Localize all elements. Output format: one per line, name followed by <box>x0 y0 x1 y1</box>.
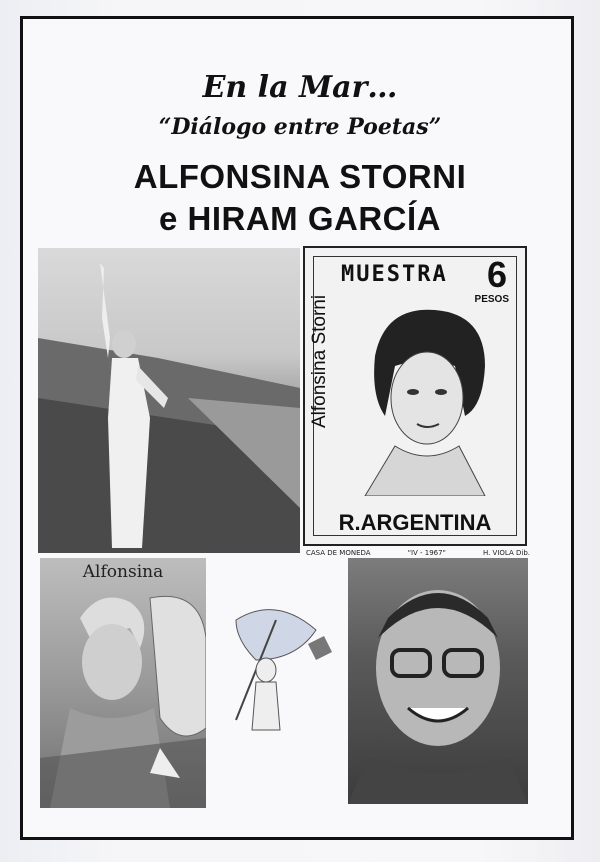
stamp-currency: PESOS <box>474 294 509 305</box>
stamp-country: R.ARGENTINA <box>338 510 492 535</box>
photo-man <box>348 558 528 804</box>
stamp-footer-right: H. VIOLA Dib. <box>482 549 530 557</box>
title-line-3: ALFONSINA STORNI <box>133 158 467 195</box>
stamp-footer-mid: "IV - 1967" <box>407 549 446 557</box>
postage-stamp <box>303 246 527 546</box>
stamp-name: Alfonsina Storni <box>309 294 330 428</box>
woman-beach-illustration <box>38 248 300 553</box>
stamp-value: 6 <box>486 254 507 295</box>
photo-book-cover <box>40 558 206 808</box>
book-title: Alfonsina <box>82 562 164 582</box>
stamp-footer-left: CASA DE MONEDA <box>306 549 371 557</box>
title-line-4: e HIRAM GARCÍA <box>158 200 441 237</box>
stamp-portrait <box>345 296 505 496</box>
title-line-1: En la Mar… <box>202 70 398 105</box>
umbrella-sketch <box>216 600 336 740</box>
man-portrait-illustration <box>348 558 528 804</box>
stamp-footer <box>306 549 530 557</box>
stamp-label: MUESTRA <box>341 262 448 287</box>
book-cover-illustration <box>40 558 206 808</box>
title-line-2: “Diálogo entre Poetas” <box>158 114 442 140</box>
photo-woman-beach <box>38 248 300 553</box>
